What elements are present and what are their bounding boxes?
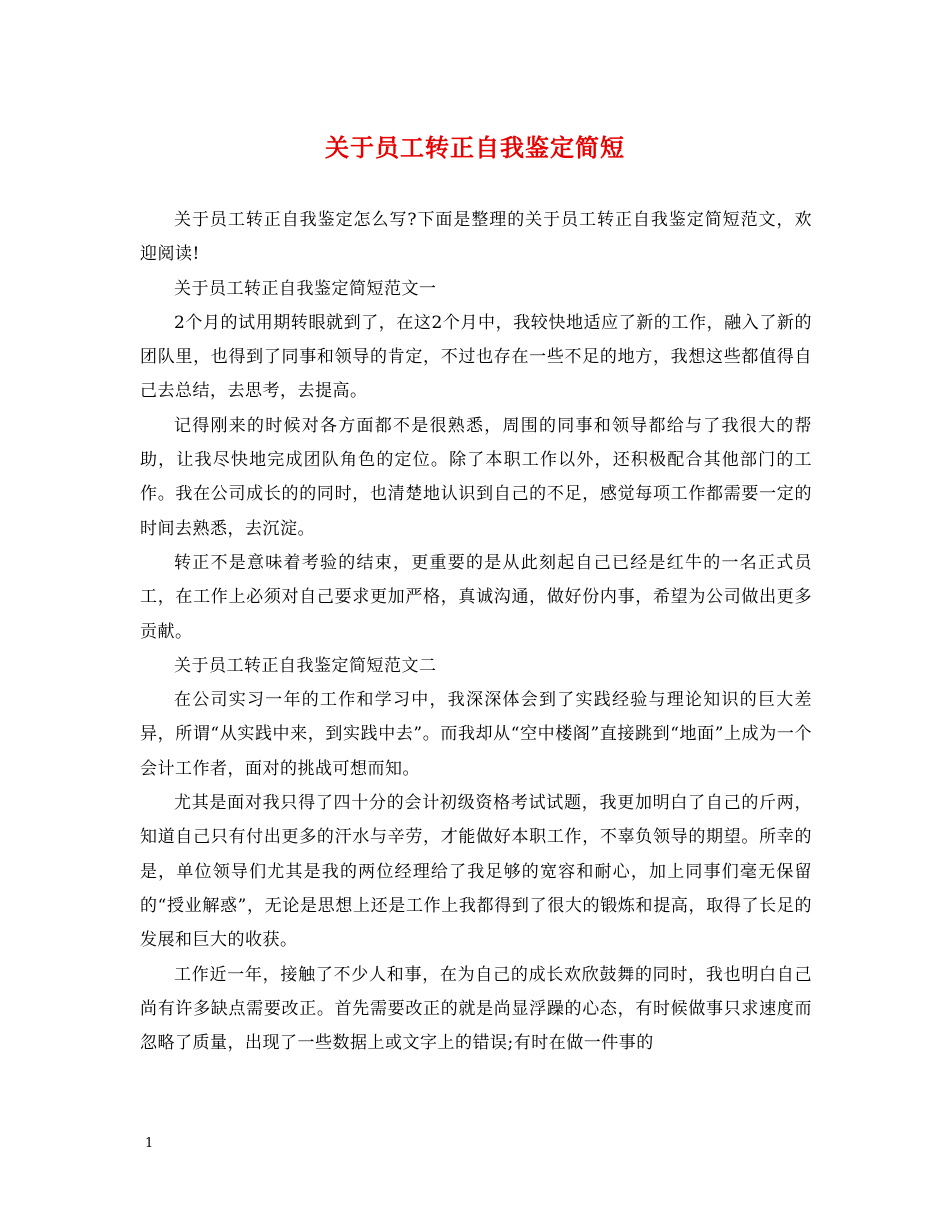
paragraph: 尤其是面对我只得了四十分的会计初级资格考试试题，我更加明白了自己的斤两，知道自己只有付出更多的汗水与辛劳，才能做好本职工作，不辜负领导的期望。所幸的是，单位领导们尤其是我的两位经理给了我足够的宽容和耐心，加上同事们毫无保留的“授业解惑”，无论是思想上还是工作上我都得到了很大的锻炼和提高，取得了长足的发展和巨大的收获。 [140,793,812,951]
paragraph-intro: 关于员工转正自我鉴定怎么写?下面是整理的关于员工转正自我鉴定简短范文，欢迎阅读! [140,210,812,265]
paragraph: 2个月的试用期转眼就到了，在这2个月中，我较快地适应了新的工作，融入了新的团队里，也得到了同事和领导的肯定，不过也存在一些不足的地方，我想这些都值得自己去总结，去思考，去提高。 [140,312,812,402]
paragraph: 工作近一年，接触了不少人和事，在为自己的成长欢欣鼓舞的同时，我也明白自己尚有许多缺点需要改正。首先需要改正的就是尚显浮躁的心态，有时候做事只求速度而忽略了质量，出现了一些数据上或文字上的错误;有时在做一件事的 [140,964,812,1054]
document-title: 关于员工转正自我鉴定简短 [325,134,625,162]
paragraph: 转正不是意味着考验的结束，更重要的是从此刻起自己已经是红牛的一名正式员工，在工作上必须对自己要求更加严格，真诚沟通，做好份内事，希望为公司做出更多贡献。 [140,552,812,642]
section-heading-1: 关于员工转正自我鉴定简短范文一 [174,278,437,299]
paragraph: 记得刚来的时候对各方面都不是很熟悉，周围的同事和领导都给与了我很大的帮助，让我尽快地完成团队角色的定位。除了本职工作以外，还积极配合其他部门的工作。我在公司成长的的同时，也清楚地认识到自己的不足，感觉每项工作都需要一定的时间去熟悉，去沉淀。 [140,415,812,539]
document-body [140,203,812,1060]
page-number: 1 [145,1136,154,1151]
section-heading-2: 关于员工转正自我鉴定简短范文二 [174,655,437,676]
paragraph: 在公司实习一年的工作和学习中，我深深体会到了实践经验与理论知识的巨大差异，所谓“从实践中来，到实践中去”。而我却从“空中楼阁”直接跳到“地面”上成为一个会计工作者，面对的挑战可想而知。 [140,690,812,779]
